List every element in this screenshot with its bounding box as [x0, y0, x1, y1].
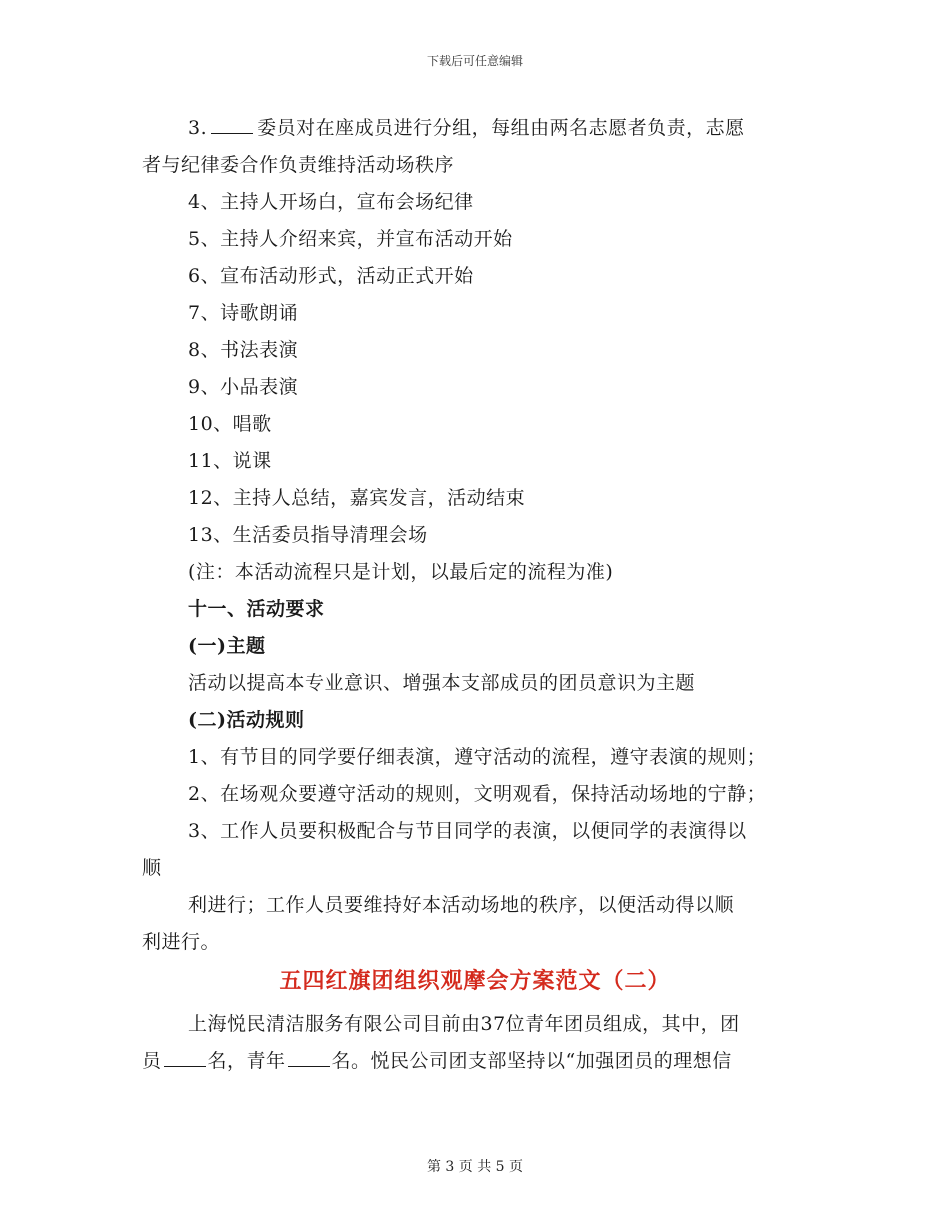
paragraph-2-b: 名，青年 — [207, 1050, 286, 1072]
rule-1: 1、有节目的同学要仔细表演，遵守活动的流程，遵守表演的规则； — [188, 746, 767, 768]
note: (注：本活动流程只是计划，以最后定的流程为准) — [188, 561, 614, 583]
page-header: 下载后可任意编辑 — [426, 54, 523, 68]
rule-2: 2、在场观众要遵守活动的规则，文明观看，保持活动场地的宁静； — [188, 783, 767, 805]
item-3-continued: 者与纪律委合作负责维持活动场秩序 — [142, 154, 455, 176]
fill-blank — [211, 117, 253, 134]
paragraph-2 — [142, 1048, 732, 1074]
subheading-rules: (二)活动规则 — [188, 709, 305, 731]
rule-3-continued: 顺 — [142, 857, 162, 879]
item-11: 11、说课 — [188, 450, 272, 472]
section-title: 五四红旗团组织观摩会方案范文（二） — [279, 968, 671, 994]
item-4: 4、主持人开场白，宣布会场纪律 — [188, 191, 474, 213]
rule-3b-continued: 利进行。 — [142, 931, 221, 953]
item-6: 6、宣布活动形式，活动正式开始 — [188, 265, 474, 287]
subheading-theme: (一)主题 — [188, 635, 266, 657]
item-13: 13、生活委员指导清理会场 — [188, 524, 428, 546]
fill-blank — [164, 1050, 206, 1067]
item-7: 7、诗歌朗诵 — [188, 302, 299, 324]
item-3-text: 委员对在座成员进行分组，每组由两名志愿者负责，志愿 — [257, 117, 745, 139]
paragraph-2-c: 名。悦民公司团支部坚持以“加强团员的理想信 — [331, 1050, 732, 1072]
item-9: 9、小品表演 — [188, 376, 299, 398]
item-12: 12、主持人总结，嘉宾发言，活动结束 — [188, 487, 526, 509]
item-3-number: 3. — [188, 117, 208, 139]
item-8: 8、书法表演 — [188, 339, 299, 361]
item-10: 10、唱歌 — [188, 413, 272, 435]
rule-3b: 利进行；工作人员要维持好本活动场地的秩序，以便活动得以顺 — [188, 894, 735, 916]
paragraph-1: 上海悦民清洁服务有限公司目前由37位青年团员组成，其中，团 — [188, 1013, 740, 1035]
fill-blank — [288, 1050, 330, 1067]
page-footer: 第 3 页 共 5 页 — [426, 1159, 524, 1175]
rule-3: 3、工作人员要积极配合与节目同学的表演，以便同学的表演得以 — [188, 820, 747, 842]
theme-text: 活动以提高本专业意识、增强本支部成员的团员意识为主题 — [188, 672, 696, 694]
section-heading: 十一、活动要求 — [188, 598, 325, 620]
paragraph-2-a: 员 — [142, 1050, 162, 1072]
item-3 — [188, 115, 745, 141]
item-5: 5、主持人介绍来宾，并宣布活动开始 — [188, 228, 513, 250]
